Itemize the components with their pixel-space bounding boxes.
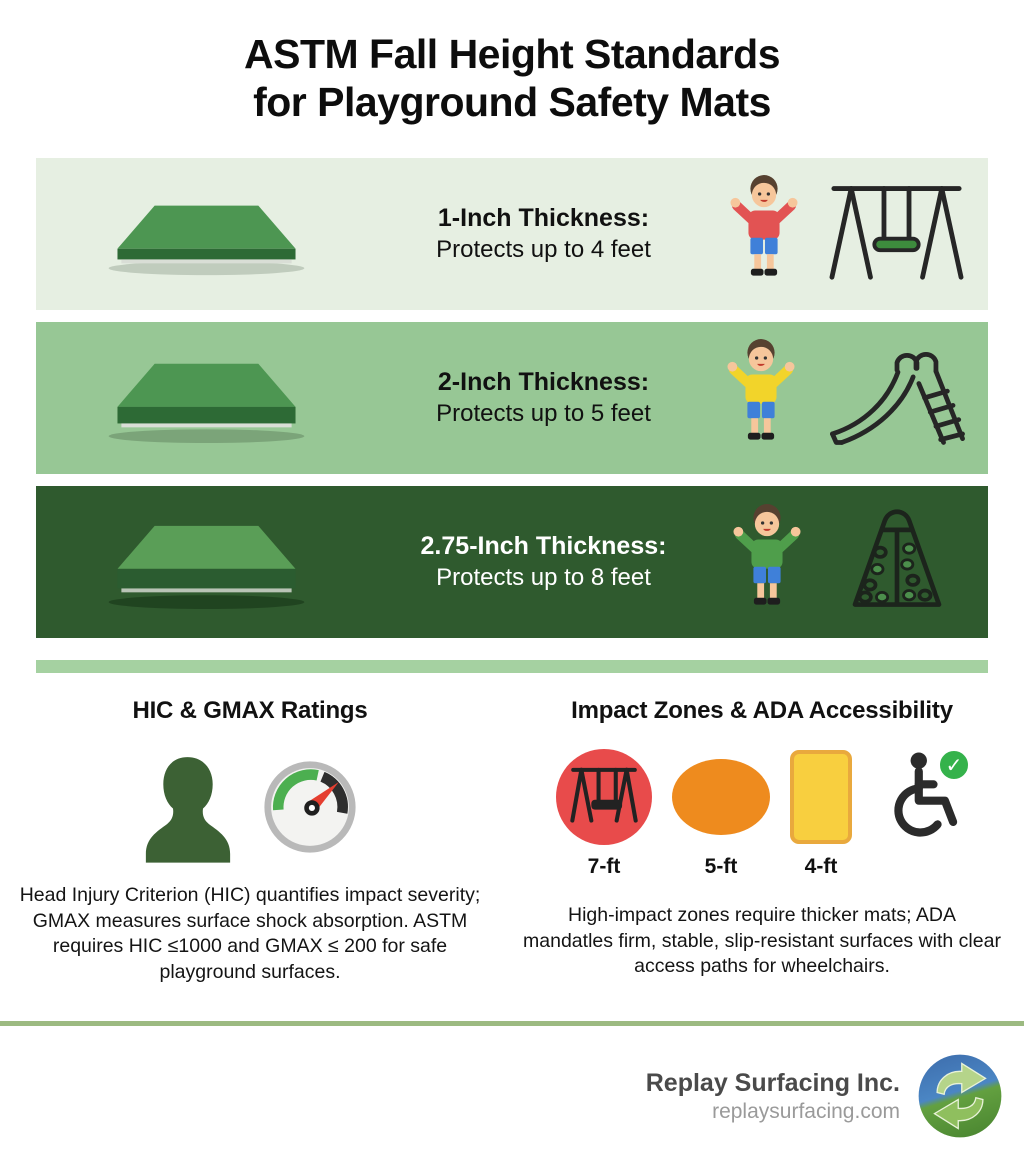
slide-icon [821,341,973,447]
safety-mat-icon [94,352,319,445]
band-figures [711,173,988,295]
company-website: replaysurfacing.com [712,1099,900,1123]
zone-ellipse-shape [672,759,770,835]
impact-ada-section [500,697,1024,985]
person-silhouette-icon [142,751,234,863]
impact-ada-heading: Impact Zones & ADA Accessibility [571,697,953,724]
zone-4ft [790,747,852,879]
divider-bar [36,660,988,673]
company-name: Replay Surfacing Inc. [645,1068,900,1097]
zone-circle-shape [556,749,652,845]
band-heading: 2.75-Inch Thickness: [420,532,667,560]
child-arms-out-icon [730,173,798,283]
band-heading: 1-Inch Thickness: [437,204,650,232]
band-subtext: Protects up to 5 feet [436,400,651,427]
mat-column [36,516,376,609]
swing-set-icon [824,177,969,283]
band-text [376,531,711,593]
impact-ada-description: High-impact zones require thicker mats; ADA mandatles firm, stable, slip-resistant surfaces with clear access paths for wheelchairs. [523,904,1001,977]
page-title [0,0,1024,126]
page-title-line1: ASTM Fall Height Standards [244,31,780,77]
band-heading: 2-Inch Thickness: [437,368,650,396]
mat-column [36,188,376,281]
hic-gmax-section [0,697,500,985]
band-subtext: Protects up to 4 feet [436,236,651,263]
hic-gmax-icons [0,749,500,865]
page-footer [0,1026,1024,1140]
band-figures [711,500,988,624]
zone-5ft [672,747,770,879]
band-subtext: Protects up to 8 feet [436,564,651,591]
safety-mat-icon [94,188,319,281]
band-text [376,367,711,429]
gauge-meter-icon [262,759,358,855]
zone-label: 5-ft [704,855,738,878]
hic-gmax-description: Head Injury Criterion (HIC) quantifies impact severity; GMAX measures surface shock absorption. ASTM requires HIC ≤1000 and GMAX ≤ 200 for safe playground surfaces. [19,884,481,983]
hic-gmax-heading: HIC & GMAX Ratings [132,697,368,724]
band-text [376,203,711,265]
band-1-inch [36,158,988,310]
thickness-bands [36,158,988,638]
band-2-inch [36,322,988,474]
zone-label: 7-ft [587,855,621,878]
zone-label: 4-ft [804,855,838,878]
swing-set-icon [566,759,642,835]
info-sections [0,697,1024,985]
page-title-line2: for Playground Safety Mats [253,79,771,125]
band-figures [711,337,988,459]
ada-item [872,747,968,847]
footer-text [646,1069,900,1124]
band-2-75-inch [36,486,988,638]
mat-column [36,352,376,445]
recycle-arrows-logo [916,1052,1004,1140]
child-arms-out-icon [727,337,795,447]
safety-mat-icon [94,516,319,609]
zone-rect-shape [790,750,852,844]
zone-7ft [556,747,652,879]
climbing-wall-icon [827,500,967,612]
child-arms-out-icon [733,502,801,612]
check-badge-icon: ✓ [938,749,970,781]
impact-zone-icons [500,747,1024,879]
